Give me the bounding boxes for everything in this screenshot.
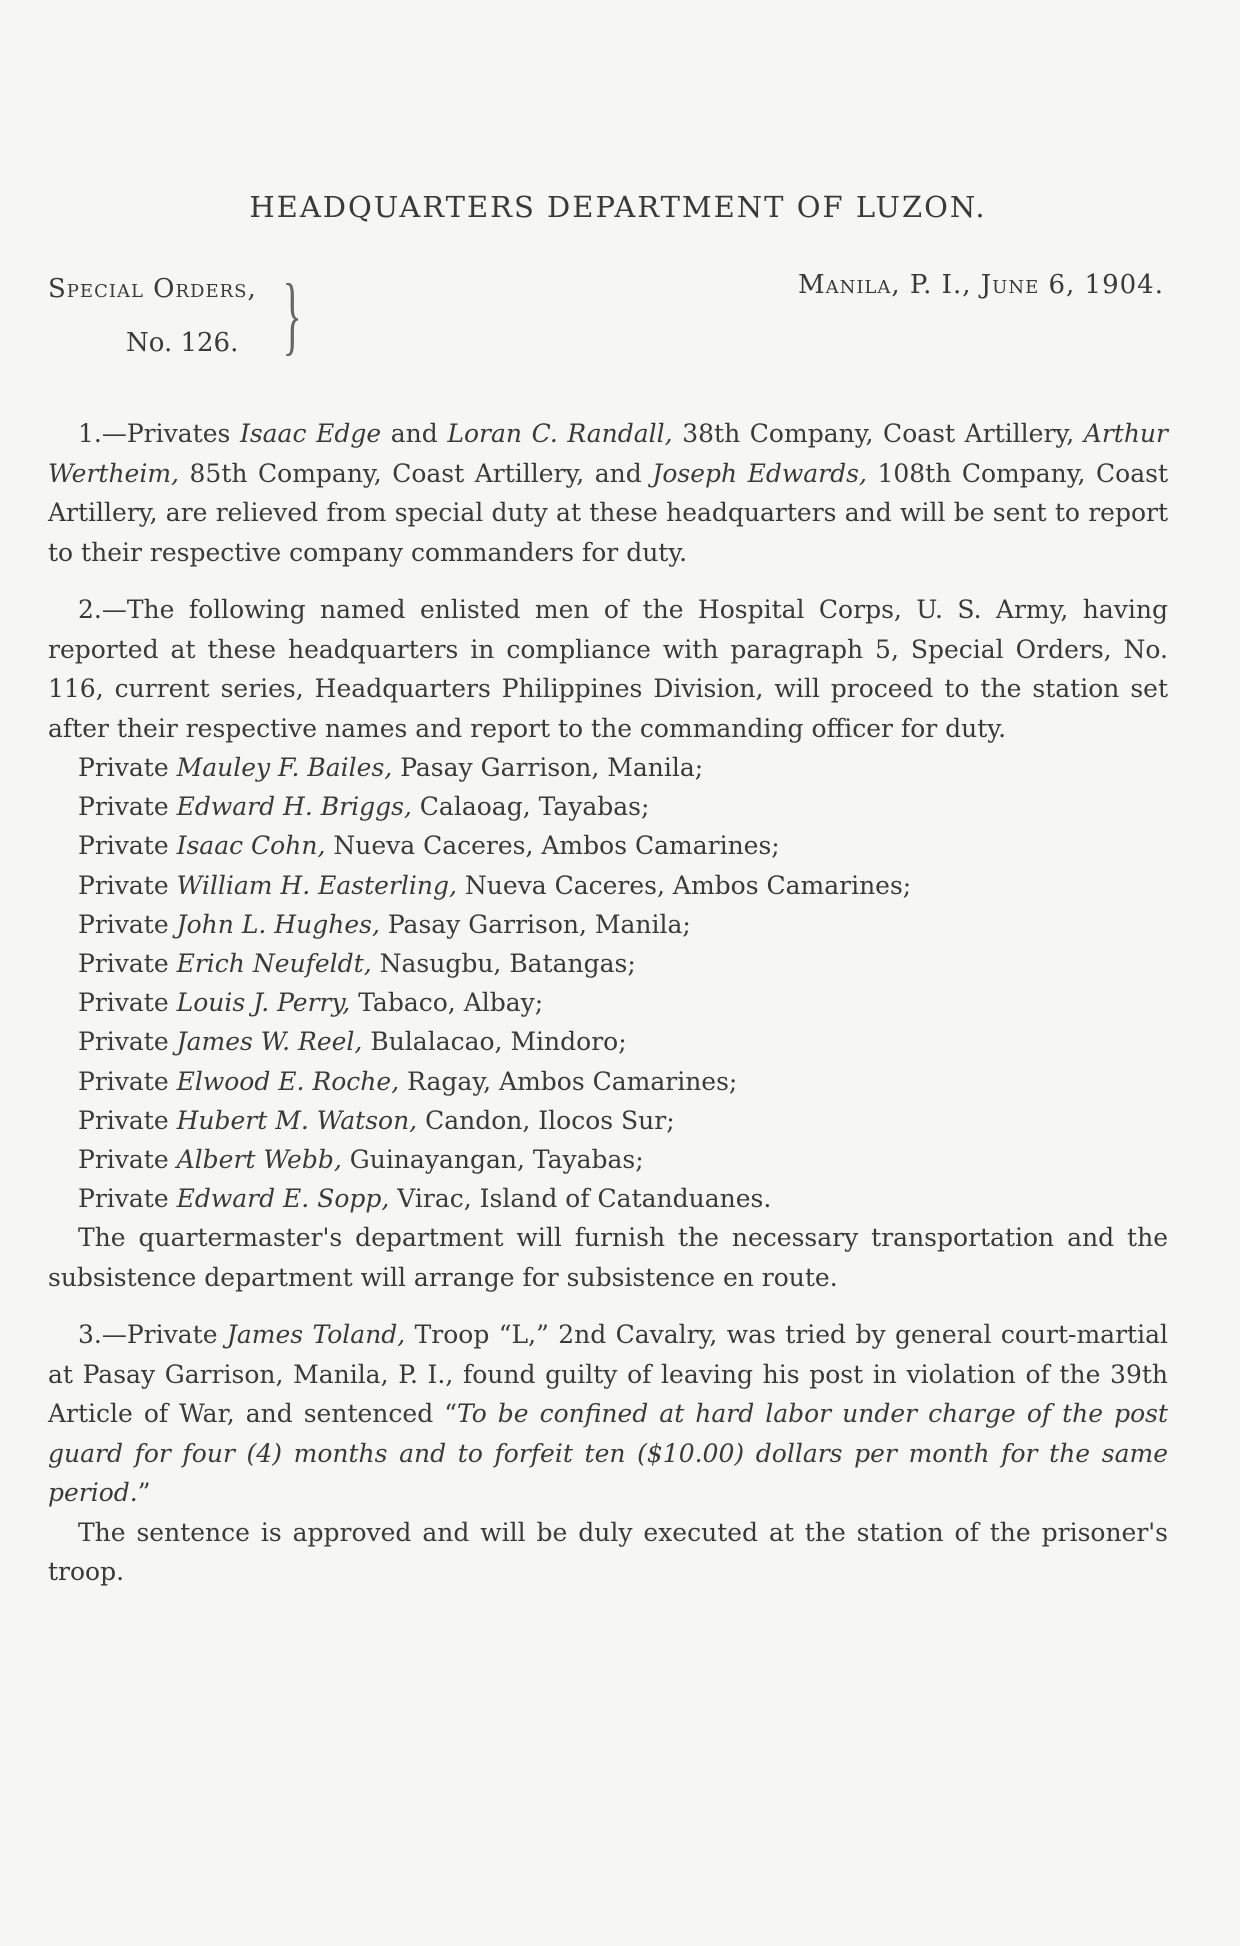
paragraph-2-closing: The quartermaster's department will furnish the necessary transportation and the subsistence department will arrange for subsistence en route. <box>48 1223 1168 1292</box>
list-item: Private Mauley F. Bailes, Pasay Garrison, Manila; <box>78 753 704 782</box>
list-item: Private Edward E. Sopp, Virac, Island of Catanduanes. <box>78 1184 772 1214</box>
paragraph-2: 2.—The following named enlisted men of the Hospital Corps, U. S. Army, having reported at these headquarters in compliance with paragraph 5, Special Orders, No. 116, current series, Headquarters Philippines Division, will proceed to the station set after their respective names and report to the commanding officer for duty. <box>48 595 1168 743</box>
paragraph-3-closing: The sentence is approved and will be duly executed at the station of the prisoner's troop. <box>48 1517 1168 1587</box>
assignment-list <box>48 748 1168 1218</box>
brace-mark: } <box>282 267 302 364</box>
list-item: Private Hubert M. Watson, Candon, Ilocos Sur; <box>78 1105 675 1135</box>
document-heading: HEADQUARTERS DEPARTMENT OF LUZON. <box>249 190 987 224</box>
paragraph-1: 1.—Privates Isaac Edge and Loran C. Randall, 38th Company, Coast Artillery, Arthur Wertheim, 85th Company, Coast Artillery, and Joseph Edwards, 108th Company, Coast Artillery, are relieved from special duty at these headquarters and will be sent to report to their respective company commanders for duty. <box>48 419 1168 567</box>
orders-number: No. 126. <box>126 328 239 358</box>
list-item: Private Edward H. Briggs, Calaoag, Tayabas; <box>78 792 650 822</box>
place-date: Manila, P. I., June 6, 1904. <box>797 270 1164 300</box>
person-name: Isaac Edge <box>239 419 382 448</box>
person-name: Arthur Wertheim, <box>48 419 1168 488</box>
list-item: Private James W. Reel, Bulalacao, Mindoro; <box>78 1027 627 1057</box>
list-item: Private Isaac Cohn, Nueva Caceres, Ambos Camarines; <box>78 831 780 861</box>
list-item: Private Erich Neufeldt, Nasugbu, Batangas; <box>78 949 636 979</box>
person-name: James Toland, <box>226 1320 406 1350</box>
sentence-text: To be confined at hard labor under charge of the post guard for four (4) months and to forfeit ten ($10.00) dollars per month for the same period. <box>48 1399 1168 1508</box>
paragraph-3: 3.—Private James Toland, Troop “L,” 2nd Cavalry, was tried by general court-martial at Pasay Garrison, Manila, P. I., found guilty of leaving his post in violation of the 39th Article of War, and sentenced “To be confined at hard labor under charge of the post guard for four (4) months and to forfeit ten ($10.00) dollars per month for the same period.” <box>48 1320 1168 1508</box>
person-name: Loran C. Randall, <box>447 419 673 448</box>
orders-designation <box>48 262 313 370</box>
list-item: Private Albert Webb, Guinayangan, Tayabas; <box>78 1145 644 1175</box>
list-item: Private Louis J. Perry, Tabaco, Albay; <box>78 988 544 1018</box>
orders-header <box>48 262 1168 370</box>
list-item: Private John L. Hughes, Pasay Garrison, Manila; <box>78 909 691 939</box>
list-item: Private William H. Easterling, Nueva Caceres, Ambos Camarines; <box>78 870 912 900</box>
list-item: Private Elwood E. Roche, Ragay, Ambos Camarines; <box>78 1066 738 1096</box>
special-orders-label: Special Orders, <box>48 274 257 304</box>
person-name: Joseph Edwards, <box>652 458 867 488</box>
